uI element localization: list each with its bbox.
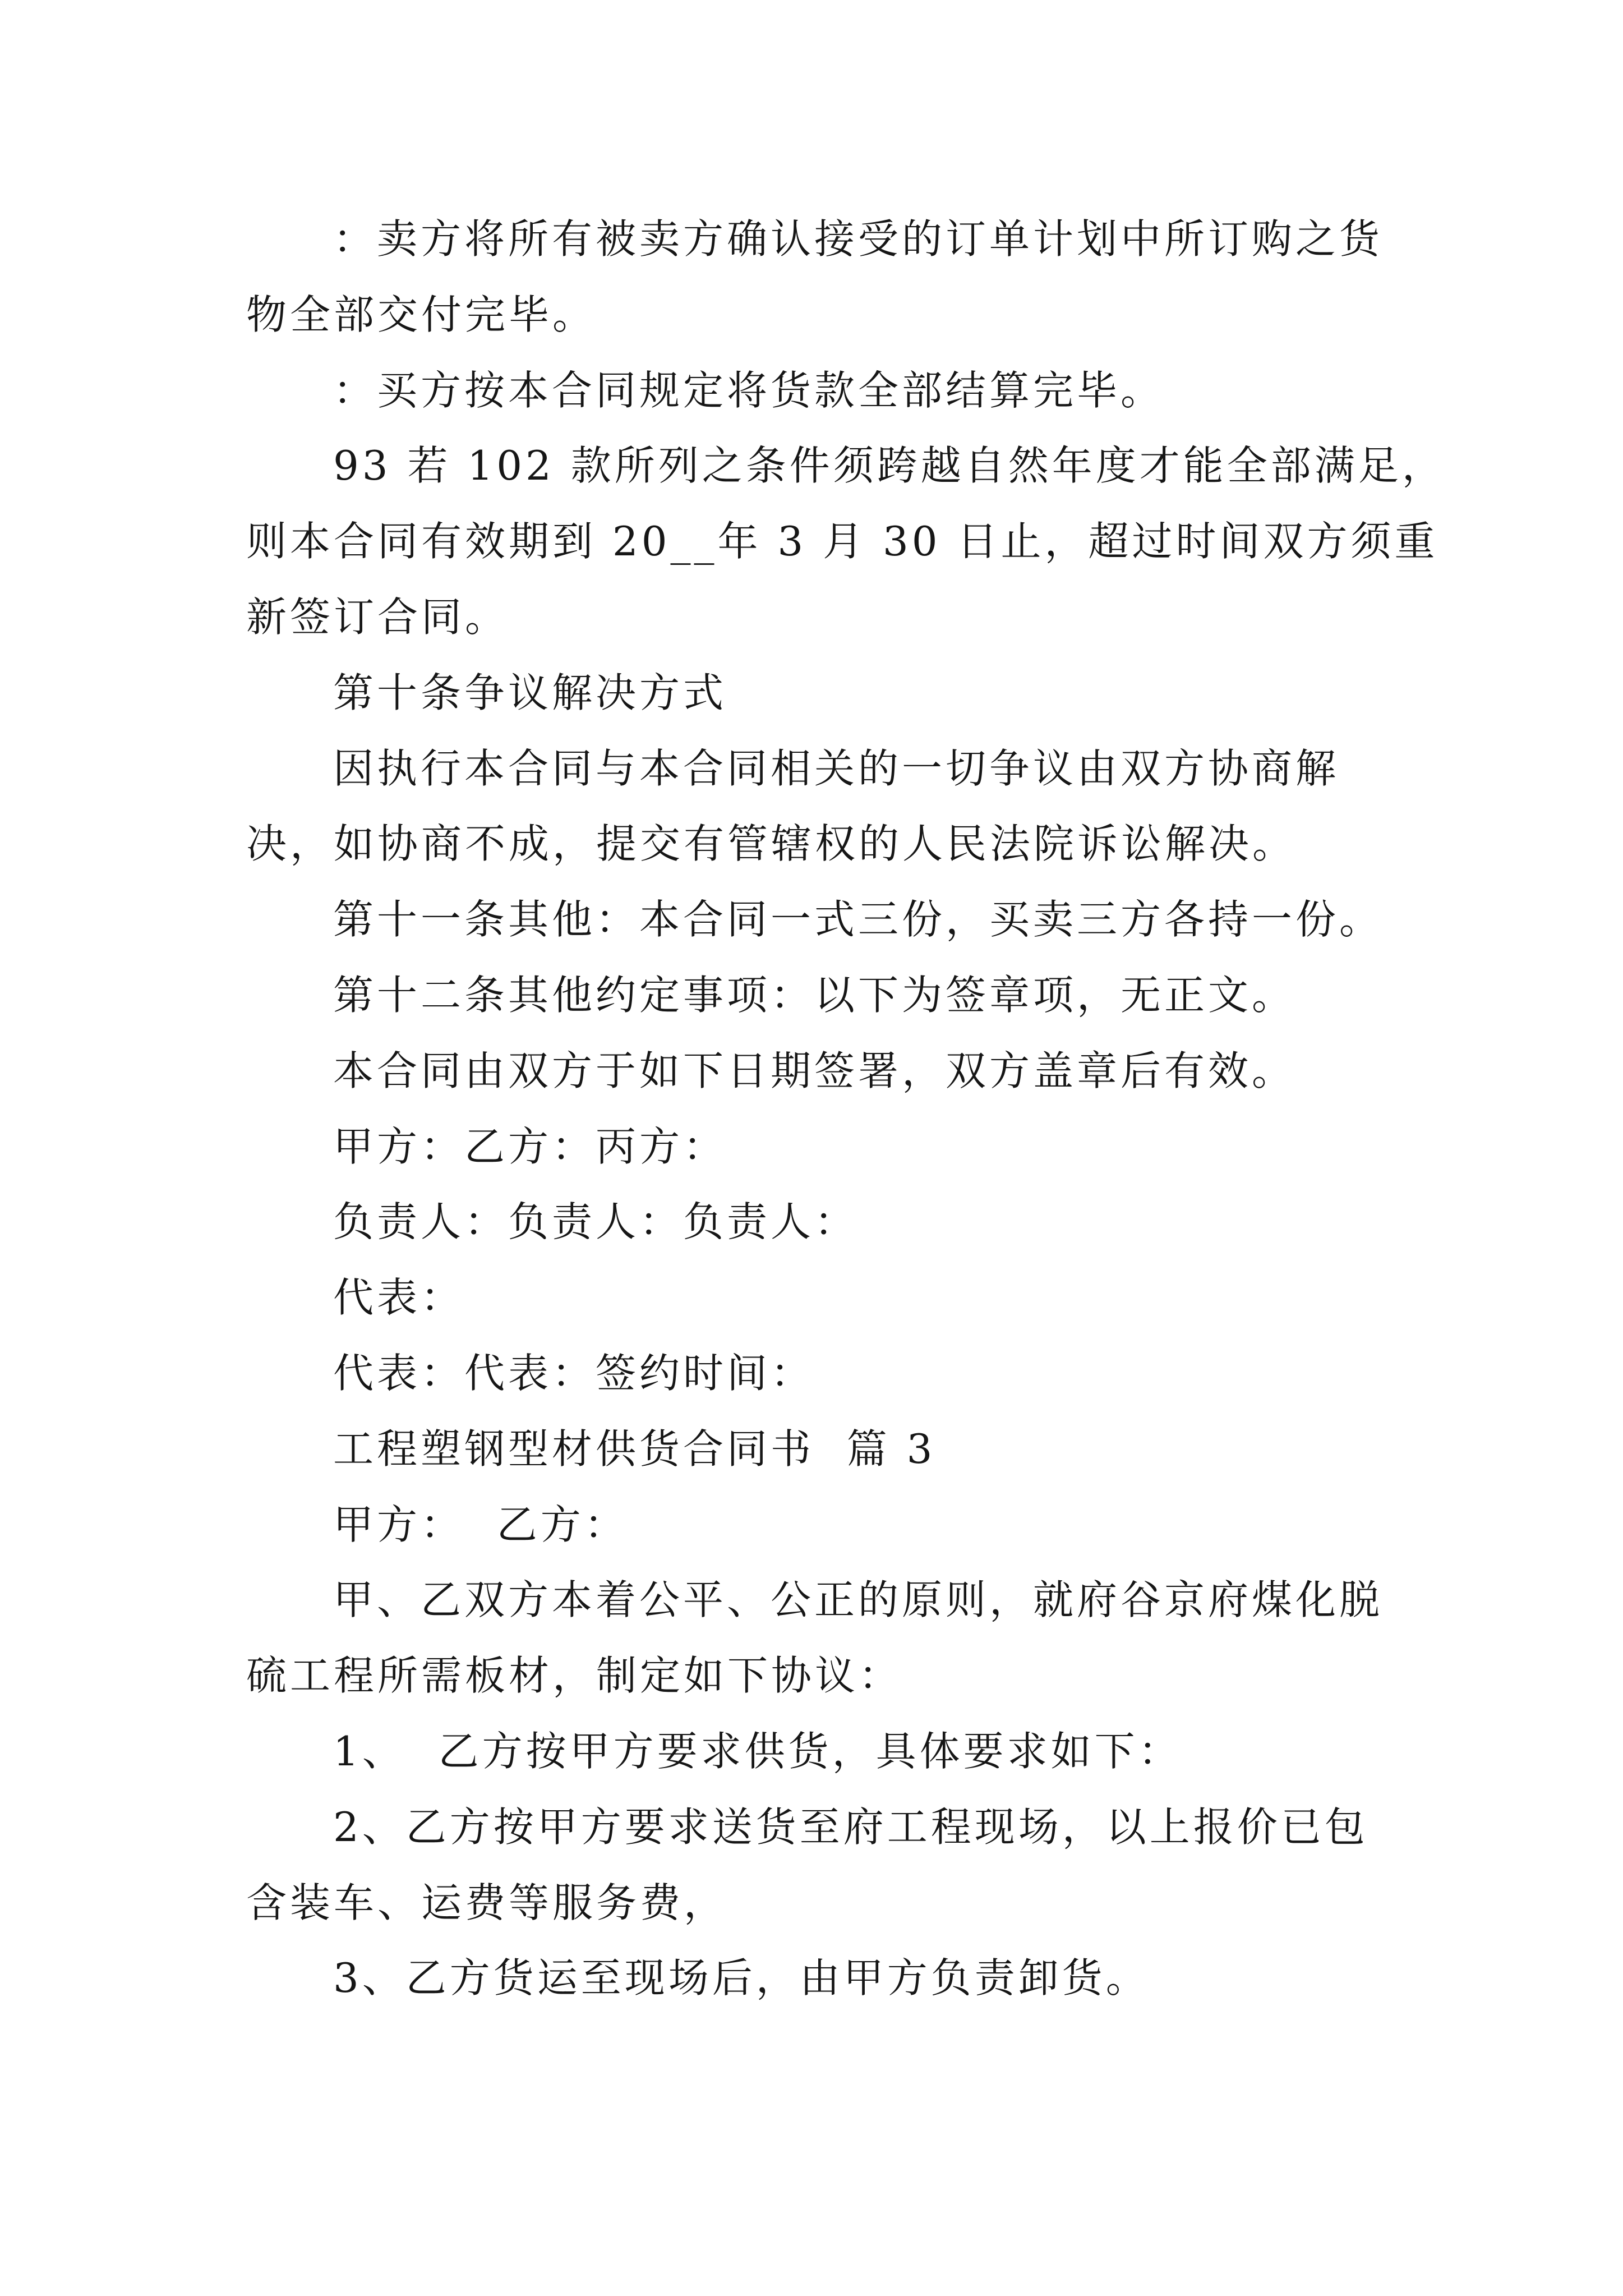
clause-paragraph-dispute-resolution xyxy=(0,731,1623,882)
paragraph-line: 含装车、运费等服务费， xyxy=(246,1879,728,1926)
paragraph-line: 因执行本合同与本合同相关的一切争议由双方协商解 xyxy=(333,744,1340,792)
clause-paragraph-effective xyxy=(0,1033,1623,1109)
document-title-part-3 xyxy=(0,1411,1623,1487)
clause-paragraph-validity-period xyxy=(0,428,1623,655)
document-title: 工程塑钢型材供货合同书 篇 3 xyxy=(333,1425,936,1473)
paragraph-line: 甲、乙双方本着公平、公正的原则，就府谷京府煤化脱 xyxy=(333,1576,1384,1624)
paragraph-line: 2、乙方按甲方要求送货至府工程现场，以上报价已包 xyxy=(333,1803,1368,1851)
paragraph-line: 1、 乙方按甲方要求供货，具体要求如下： xyxy=(333,1727,1182,1775)
paragraph-line: 本合同由双方于如下日期签署，双方盖章后有效。 xyxy=(333,1047,1296,1094)
clause-paragraph-article-11 xyxy=(0,882,1623,958)
parties-line xyxy=(0,1487,1623,1563)
clause-paragraph-payment-complete xyxy=(0,353,1623,429)
clause-paragraph-agreement-intro xyxy=(0,1562,1623,1714)
document-body xyxy=(0,201,1623,2016)
paragraph-line: 93 若 102 款所列之条件须跨越自然年度才能全部满足， xyxy=(333,442,1446,490)
paragraph-line: 硫工程所需板材，制定如下协议： xyxy=(246,1652,903,1700)
paragraph-line: ：买方按本合同规定将货款全部结算完毕。 xyxy=(333,366,1165,414)
paragraph-line: 甲方： 乙方： xyxy=(333,1501,628,1548)
clause-item-1 xyxy=(0,1714,1623,1789)
paragraph-line: 第十二条其他约定事项：以下为签章项，无正文。 xyxy=(333,971,1296,1019)
clause-item-2 xyxy=(0,1789,1623,1941)
paragraph-line: 物全部交付完毕。 xyxy=(246,291,597,338)
clause-paragraph-article-12 xyxy=(0,958,1623,1033)
paragraph-line: 代表： xyxy=(333,1274,465,1322)
clause-item-3 xyxy=(0,1940,1623,2016)
paragraph-line: 甲方：乙方：丙方： xyxy=(333,1122,727,1170)
signature-parties-line xyxy=(0,1109,1623,1185)
paragraph-line: ：卖方将所有被卖方确认接受的订单计划中所订购之货 xyxy=(333,215,1384,263)
clause-paragraph-delivery-complete xyxy=(0,201,1623,353)
section-heading-article-10 xyxy=(0,655,1623,731)
paragraph-line: 则本合同有效期到 20__年 3 月 30 日止，超过时间双方须重 xyxy=(246,518,1438,565)
section-heading: 第十条争议解决方式 xyxy=(333,669,727,716)
paragraph-line: 负责人：负责人：负责人： xyxy=(333,1198,859,1246)
paragraph-line: 代表：代表：签约时间： xyxy=(333,1349,815,1397)
paragraph-line: 3、乙方货运至现场后，由甲方负责卸货。 xyxy=(333,1954,1150,2002)
paragraph-line: 第十一条其他：本合同一式三份，买卖三方各持一份。 xyxy=(333,896,1384,944)
signature-responsible-line xyxy=(0,1184,1623,1260)
signature-date-line xyxy=(0,1336,1623,1411)
paragraph-line: 新签订合同。 xyxy=(246,593,509,641)
signature-representative-line xyxy=(0,1260,1623,1336)
paragraph-line: 决，如协商不成，提交有管辖权的人民法院诉讼解决。 xyxy=(246,820,1297,868)
